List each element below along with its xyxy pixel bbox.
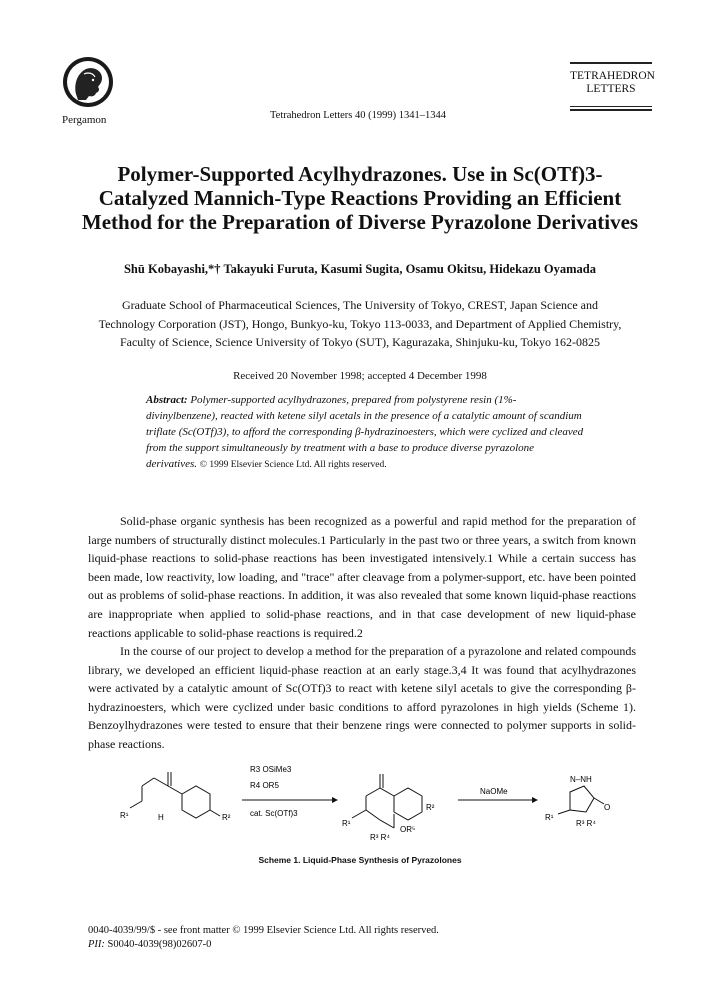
pyrazolone-structure <box>558 786 604 814</box>
journal-name <box>570 64 655 104</box>
author-list: Shū Kobayashi,*† Takayuki Furuta, Kasumi Sugita, Osamu Okitsu, Hidekazu Oyamada <box>123 262 596 276</box>
reaction-arrowhead-2 <box>532 797 538 803</box>
abstract-heading: Abstract: <box>146 394 188 406</box>
abstract-text: Polymer-supported acylhydrazones, prepared from polystyrene resin (1%-divinylbenzene), reacted with ketene silyl acetals in the presence of a catalytic amount of scandium triflate (Sc(OTf)3), to afford the corresponding β-hydrazinoesters, which were cyclized and cleaved from the support simultaneously by treatment with a base to produce diverse pyrazolone derivatives. <box>146 394 584 470</box>
scheme-h-label: H <box>158 813 164 822</box>
scheme-r3r4-label-2: R³ R⁴ <box>576 819 596 828</box>
journal-rule-bottom <box>570 109 652 111</box>
pergamon-logo <box>62 56 114 108</box>
scheme-r1-label-3: R¹ <box>545 813 554 822</box>
body-paragraph-1: Solid-phase organic synthesis has been recognized as a powerful and rapid method for the preparation of large numbers of structurally distinct molecules.1 Particularly in the past two or three years, a switch from known liquid-phase reactions to solid-phase reactions has been investigated intensively.1 While a certain success has been made, low reactivity, low loading, and "trace" after cleavage from a polymer-support, etc. have been pointed out as problems of solid-phase reactions. In addition, it was also revealed that some known liquid-phase reactions are inappropriate when applied to solid-phase reactions, and in that case development of new liquid-phase reactions applicable to solid-phase reactions is required.2 <box>88 514 636 640</box>
footer-pii <box>88 938 439 952</box>
pii-label: PII: <box>88 939 105 950</box>
journal-rule-thin <box>570 106 652 107</box>
scheme-r1-label-2: R¹ <box>342 819 351 828</box>
scheme-o-label: O <box>604 803 611 812</box>
scheme-caption: Scheme 1. Liquid-Phase Synthesis of Pyrazolones <box>258 855 462 865</box>
paper-title <box>40 162 680 234</box>
acylhydrazone-structure <box>130 772 220 818</box>
journal-reference: Tetrahedron Letters 40 (1999) 1341–1344 <box>270 110 446 121</box>
footer <box>88 924 439 952</box>
footer-copyright: 0040-4039/99/$ - see front matter © 1999 Elsevier Science Ltd. All rights reserved. <box>88 925 439 936</box>
scheme-reagent-mid: R4 OR5 <box>250 781 279 790</box>
pii-value: S0040-4039(98)02607-0 <box>107 939 212 950</box>
scheme-catalyst-label: cat. Sc(OTf)3 <box>250 809 298 818</box>
scheme-r2-label-2: R² <box>426 803 435 812</box>
affiliation-line3: Faculty of Science, Science University of Tokyo (SUT), Kagurazaka, Shinjuku-ku, Tokyo 162-0825 <box>119 335 601 349</box>
journal-box <box>570 62 655 111</box>
publisher-name: Pergamon <box>62 114 107 126</box>
scheme-reagent-top: R3 OSiMe3 <box>250 765 292 774</box>
title-line3: Method for the Preparation of Diverse Pyrazolone Derivatives <box>81 210 639 234</box>
scheme-r3r4-label: R³ R⁴ <box>370 833 390 842</box>
title-line1: Polymer-Supported Acylhydrazones. Use in Sc(OTf)3- <box>117 162 603 186</box>
affiliation-line1: Graduate School of Pharmaceutical Sciences, The University of Tokyo, CREST, Japan Science and <box>121 298 599 312</box>
affiliation-line2: Technology Corporation (JST), Hongo, Bunkyo-ku, Tokyo 113-0033, and Department of Applied Chemistry, <box>98 316 622 331</box>
reaction-scheme <box>100 758 660 848</box>
scheme-nnh-label: N–NH <box>570 775 592 784</box>
body-paragraph-2: In the course of our project to develop a method for the preparation of a pyrazolone and related compounds library, we developed an efficient liquid-phase reaction at an early stage.3,4 It was found that acylhydrazones were activated by a catalytic amount of Sc(OTf)3 to react with ketene silyl acetals to give the corresponding β-hydrazinoesters, which were cyclized under basic conditions to afford pyrazolones in high yields (Scheme 1). Benzoylhydrazones were tested to ensure that their benzene rings were connected to polymer supports in solid-phase reactions. <box>88 644 636 751</box>
affiliation <box>40 296 680 352</box>
reaction-arrowhead-1 <box>332 797 338 803</box>
journal-name-line1: TETRAHEDRON <box>570 70 655 82</box>
title-line2: Catalyzed Mannich-Type Reactions Providing an Efficient <box>98 186 622 210</box>
journal-name-line2: LETTERS <box>586 83 636 95</box>
hydrazinoester-structure <box>352 774 422 828</box>
abstract-copyright: © 1999 Elsevier Science Ltd. All rights reserved. <box>199 460 387 470</box>
abstract <box>146 392 586 473</box>
scheme-or5-label: OR⁵ <box>400 825 416 834</box>
scheme-base-label: NaOMe <box>480 787 508 796</box>
scheme-r2-label: R² <box>222 813 231 822</box>
received-dates: Received 20 November 1998; accepted 4 December 1998 <box>233 370 487 382</box>
scheme-r1-label: R¹ <box>120 811 129 820</box>
